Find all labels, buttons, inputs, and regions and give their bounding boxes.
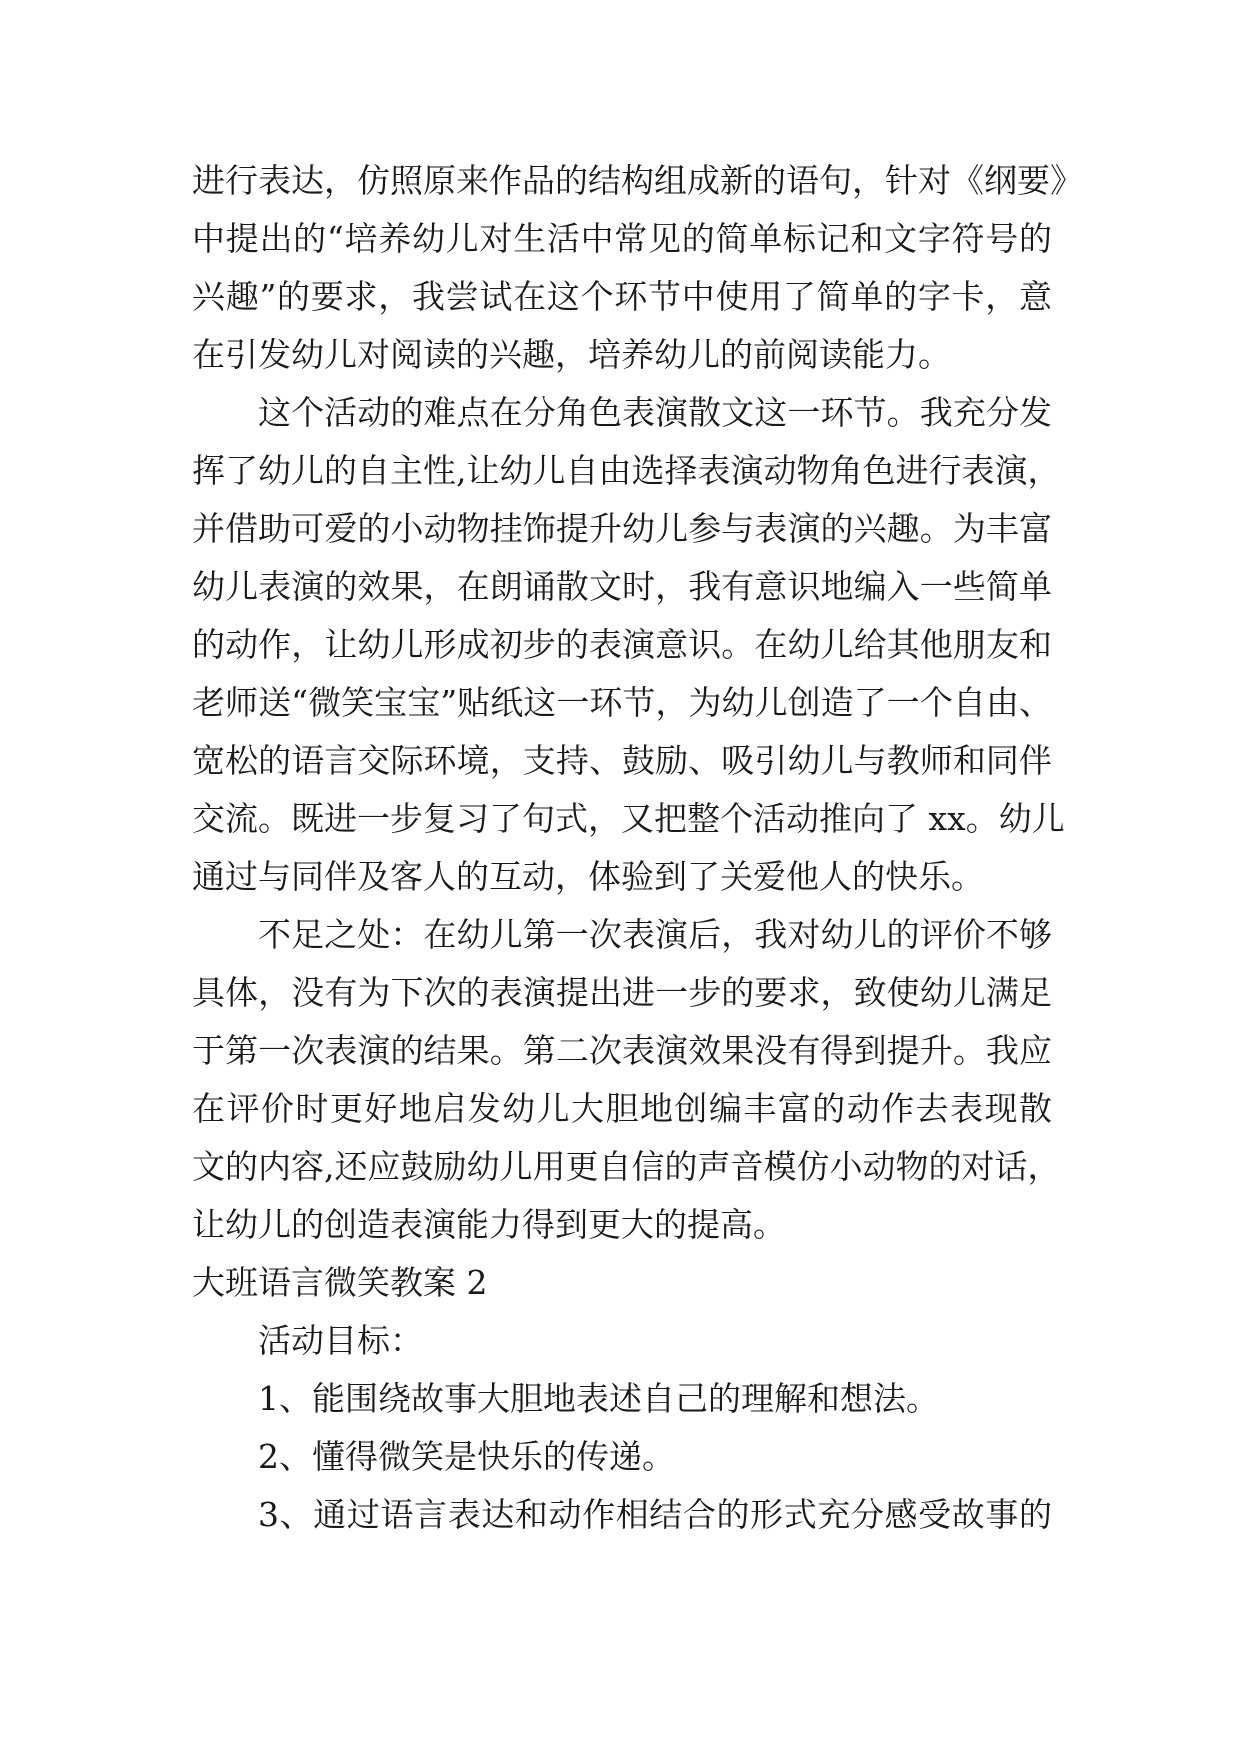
text-line: 的动作，让幼儿形成初步的表演意识。在幼儿给其他朋友和: [192, 625, 1052, 664]
section-heading: [192, 1254, 1052, 1312]
text-line: 老师送“微笑宝宝”贴纸这一环节，为幼儿创造了一个自由、: [192, 683, 1052, 722]
text-line: 3、通过语言表达和动作相结合的形式充分感受故事的: [258, 1495, 1052, 1534]
text-line: 兴趣”的要求，我尝试在这个环节中使用了简单的字卡，意: [192, 277, 1052, 316]
paragraph: [192, 1428, 1052, 1486]
text-line: 活动目标：: [258, 1321, 423, 1360]
text-line: 在评价时更好地启发幼儿大胆地创编丰富的动作去表现散: [192, 1089, 1052, 1128]
text-line: 这个活动的难点在分角色表演散文这一环节。我充分发: [258, 393, 1052, 432]
document-body: [192, 152, 1083, 1544]
heading-text: 大班语言微笑教案 2: [192, 1263, 488, 1302]
text-line: 2、懂得微笑是快乐的传递。: [258, 1437, 675, 1476]
text-line: 交流。既进一步复习了句式，又把整个活动推向了 xx。幼儿: [192, 799, 1065, 838]
text-line: 并借助可爱的小动物挂饰提升幼儿参与表演的兴趣。为丰富: [192, 509, 1052, 548]
paragraph: [192, 384, 1065, 906]
text-line: 在引发幼儿对阅读的兴趣，培养幼儿的前阅读能力。: [192, 335, 951, 374]
text-line: 文的内容,还应鼓励幼儿用更自信的声音模仿小动物的对话，: [192, 1147, 1061, 1186]
paragraph: [192, 1312, 1052, 1370]
text-line: 通过与同伴及客人的互动，体验到了关爱他人的快乐。: [192, 857, 984, 896]
text-line: 1、能围绕故事大胆地表述自己的理解和想法。: [258, 1379, 939, 1418]
text-line: 让幼儿的创造表演能力得到更大的提高。: [192, 1205, 786, 1244]
text-line: 幼儿表演的效果，在朗诵散文时，我有意识地编入一些简单: [192, 567, 1052, 606]
text-line: 宽松的语言交际环境，支持、鼓励、吸引幼儿与教师和同伴: [192, 741, 1052, 780]
paragraph: [192, 906, 1061, 1254]
paragraph: [192, 152, 1083, 384]
text-line: 挥了幼儿的自主性,让幼儿自由选择表演动物角色进行表演，: [192, 451, 1061, 490]
paragraph: [192, 1486, 1052, 1544]
text-line: 具体，没有为下次的表演提出进一步的要求，致使幼儿满足: [192, 973, 1052, 1012]
paragraph: [192, 1370, 1052, 1428]
text-line: 于第一次表演的结果。第二次表演效果没有得到提升。我应: [192, 1031, 1052, 1070]
text-line: 进行表达，仿照原来作品的结构组成新的语句，针对《纲要》: [192, 161, 1083, 200]
text-line: 不足之处：在幼儿第一次表演后，我对幼儿的评价不够: [258, 915, 1052, 954]
text-line: 中提出的“培养幼儿对生活中常见的简单标记和文字符号的: [192, 219, 1052, 258]
